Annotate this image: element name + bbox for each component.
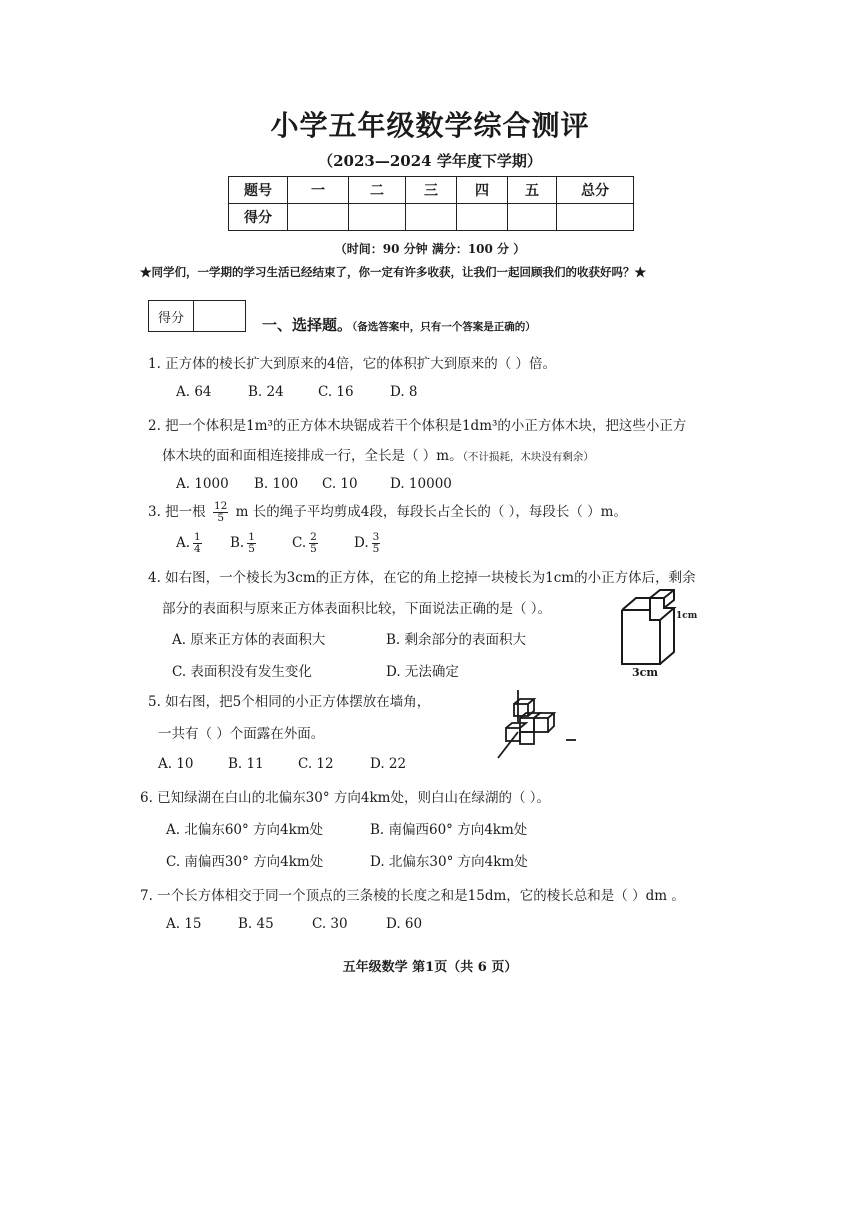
fraction-numerator: 3 xyxy=(372,531,380,543)
fraction-numerator: 1 xyxy=(248,531,255,543)
option-fraction xyxy=(309,532,318,555)
score-entry-cell[interactable] xyxy=(288,204,349,231)
question-4-line-1: 4. 如右图，一个棱长为3cm的正方体，在它的角上挖掉一块棱长为1cm的小正方体后，剩余 xyxy=(148,570,696,586)
q6-option-b: B. 南偏西60° 方向4km处 xyxy=(370,822,528,838)
q2-option-a: A. 1000 xyxy=(176,476,229,492)
q2-option-b: B. 100 xyxy=(254,476,299,492)
question-5-line-1: 5. 如右图，把5个相同的小正方体摆放在墙角， xyxy=(148,694,431,710)
figure-label-3cm: 3cm xyxy=(632,666,658,678)
question-3-pre: 3. 把一根 xyxy=(148,504,206,520)
score-entry-cell[interactable] xyxy=(406,204,457,231)
q5-option-a: A. 10 xyxy=(158,756,194,772)
option-fraction xyxy=(372,532,381,555)
q4-option-a: A. 原来正方体的表面积大 xyxy=(172,632,326,648)
q7-option-d: D. 60 xyxy=(386,916,423,932)
section-score-box xyxy=(148,300,246,332)
score-table-cell: 得分 xyxy=(229,204,288,231)
q6-option-a: A. 北偏东60° 方向4km处 xyxy=(166,822,324,838)
score-entry-cell[interactable] xyxy=(557,204,634,231)
question-2-line-2 xyxy=(162,444,594,464)
cube-cutout-figure xyxy=(612,588,702,678)
section-heading-note: （备选答案中，只有一个答案是正确的） xyxy=(352,321,536,333)
q2-option-c: C. 10 xyxy=(322,476,358,492)
q5-option-d: D. 22 xyxy=(370,756,407,772)
page-footer: 五年级数学 第1页（共 6 页） xyxy=(342,960,518,975)
page-title: 小学五年级数学综合测评 xyxy=(270,109,590,142)
q3-option-c xyxy=(292,532,321,555)
question-6: 6. 已知绿湖在白山的北偏东30° 方向4km处，则白山在绿湖的（ ）。 xyxy=(140,790,551,806)
section-heading xyxy=(262,314,536,335)
option-letter: B. xyxy=(230,535,245,551)
fraction-denominator: 5 xyxy=(248,543,255,555)
question-3-fraction xyxy=(213,501,228,524)
time-info: （时间：90 分钟 满分：100 分 ） xyxy=(334,242,526,256)
question-3-post: m 长的绳子平均剪成4段，每段长占全长的（ ），每段长（ ）m。 xyxy=(235,504,627,520)
q6-option-c: C. 南偏西30° 方向4km处 xyxy=(166,854,324,870)
score-entry-cell[interactable] xyxy=(457,204,508,231)
q5-option-b: B. 11 xyxy=(228,756,264,772)
fraction-denominator: 5 xyxy=(217,512,224,524)
q3-option-d xyxy=(354,532,383,555)
score-table-cell: 题号 xyxy=(229,177,288,204)
question-5-line-2: 一共有（ ）个面露在外面。 xyxy=(158,726,325,742)
fraction-numerator: 2 xyxy=(310,531,317,543)
q4-option-b: B. 剩余部分的表面积大 xyxy=(386,632,527,648)
score-table-score-row xyxy=(229,204,634,231)
section-score-label: 得分 xyxy=(149,301,194,331)
question-4-line-2: 部分的表面积与原来正方体表面积比较，下面说法正确的是（ ）。 xyxy=(162,601,552,617)
score-table-cell: 四 xyxy=(457,177,508,204)
score-table-cell: 三 xyxy=(406,177,457,204)
q7-option-a: A. 15 xyxy=(166,916,202,932)
section-score-entry[interactable] xyxy=(194,301,245,331)
option-letter: C. xyxy=(292,535,307,551)
question-7: 7. 一个长方体相交于同一个顶点的三条棱的长度之和是15dm，它的棱长总和是（ ）dm 。 xyxy=(140,888,685,904)
q1-option-c: C. 16 xyxy=(318,384,354,400)
score-table-cell: 总分 xyxy=(557,177,634,204)
option-fraction xyxy=(247,532,256,555)
q7-option-b: B. 45 xyxy=(238,916,274,932)
question-1: 1. 正方体的棱长扩大到原来的4倍，它的体积扩大到原来的（ ）倍。 xyxy=(148,356,557,372)
score-entry-cell[interactable] xyxy=(508,204,557,231)
corner-cubes-figure xyxy=(494,688,578,762)
option-letter: D. xyxy=(354,535,369,551)
fraction-numerator: 12 xyxy=(213,500,228,512)
q3-option-a xyxy=(176,532,205,555)
q1-option-d: D. 8 xyxy=(390,384,418,400)
section-heading-text: 一、选择题。 xyxy=(262,316,353,334)
q2-option-d: D. 10000 xyxy=(390,476,452,492)
q4-option-c: C. 表面积没有发生变化 xyxy=(172,664,312,680)
q1-option-b: B. 24 xyxy=(248,384,284,400)
fraction-denominator: 4 xyxy=(194,543,201,555)
score-table-cell: 二 xyxy=(349,177,406,204)
notice-text: ★同学们，一学期的学习生活已经结束了，你一定有许多收获，让我们一起回顾我们的收获好吗？★ xyxy=(140,265,646,279)
score-table xyxy=(228,176,634,231)
q5-option-c: C. 12 xyxy=(298,756,334,772)
question-2-note: （不计损耗，木块没有剩余） xyxy=(462,451,594,463)
fraction-denominator: 5 xyxy=(310,543,317,555)
q3-option-b xyxy=(230,532,259,555)
question-3 xyxy=(148,500,627,524)
question-2-line-1: 2. 把一个体积是1m³的正方体木块锯成若干个体积是1dm³的小正方体木块，把这些小正方 xyxy=(148,418,687,434)
score-table-cell: 一 xyxy=(288,177,349,204)
q6-option-d: D. 北偏东30° 方向4km处 xyxy=(370,854,528,870)
q1-option-a: A. 64 xyxy=(176,384,212,400)
option-fraction xyxy=(193,532,202,555)
score-table-cell: 五 xyxy=(508,177,557,204)
figure-label-1cm: 1cm xyxy=(676,611,698,621)
page-subtitle: （2023—2024 学年度下学期） xyxy=(318,152,542,170)
fraction-denominator: 5 xyxy=(372,543,380,555)
fraction-numerator: 1 xyxy=(194,531,201,543)
score-table-header-row xyxy=(229,177,634,204)
score-entry-cell[interactable] xyxy=(349,204,406,231)
q7-option-c: C. 30 xyxy=(312,916,348,932)
q4-option-d: D. 无法确定 xyxy=(386,664,459,680)
question-2-text: 体木块的面和面相连接排成一行，全长是（ ）m。 xyxy=(162,448,463,464)
option-letter: A. xyxy=(176,535,191,551)
